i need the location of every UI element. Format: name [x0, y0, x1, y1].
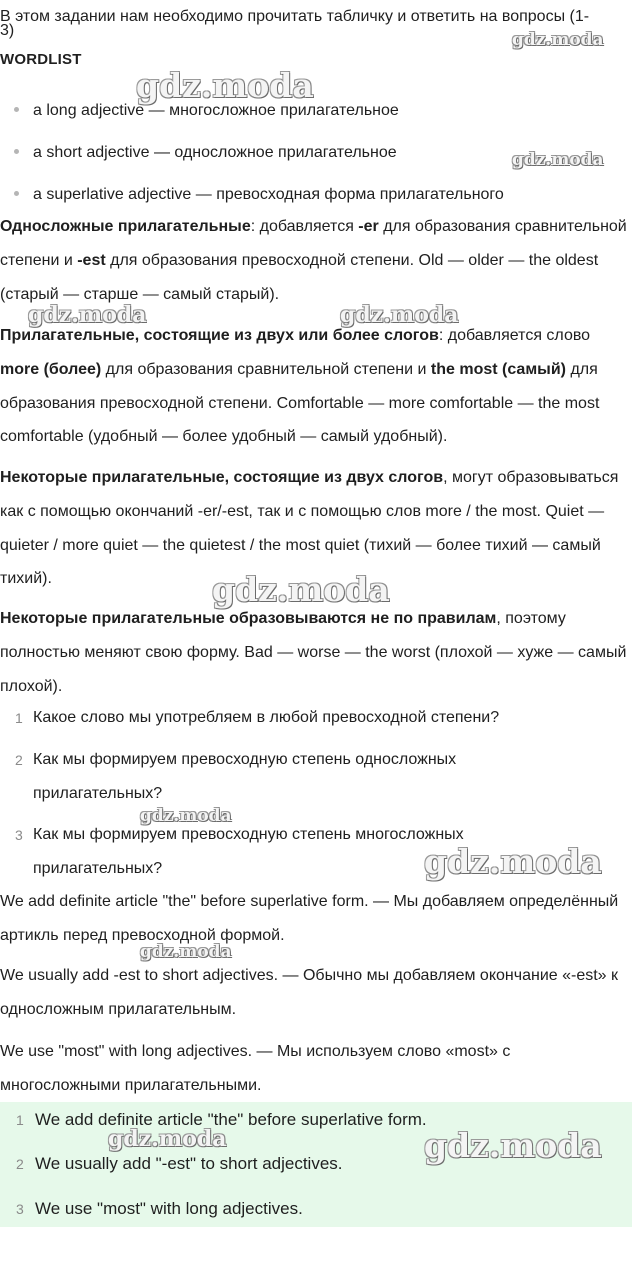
- rule-term: Некоторые прилагательные образовываются не по правилам: [0, 610, 497, 627]
- wordlist-item-text: a long adjective — многосложное прилагательное: [33, 102, 399, 119]
- watermark-logo: gdz.moda: [340, 302, 459, 328]
- rule-keyword: more (более): [0, 360, 102, 378]
- intro-text-cutoff: 3): [0, 22, 15, 39]
- final-answer-text: We add definite article "the" before superlative form.: [35, 1110, 427, 1129]
- rule-text: для образования превосходной степени. Old — older — the oldest (старый — старше — самый старый).: [0, 251, 599, 303]
- rule-suffix: -est: [77, 251, 106, 269]
- watermark-logo: gdz.moda: [108, 1126, 227, 1152]
- rule-text: , могут образовываться как с помощью окончаний -er/-est, так и с помощью слов more / the most. Quiet — quieter / more quiet — the quietest / the most quiet (тихий — более тихий — самый тихий).: [0, 469, 619, 588]
- rule-text: для образования превосходной степени. Comfortable — more comfortable — the most comfortable (удобный — более удобный — самый удобный).: [0, 360, 600, 446]
- final-answer-text: We use "most" with long adjectives.: [35, 1199, 303, 1218]
- wordlist-item-text: a short adjective — односложное прилагательное: [33, 144, 397, 161]
- rule-term: Прилагательные, состоящие из двух или более слогов: [0, 327, 439, 344]
- watermark-logo: gdz.moda: [424, 842, 602, 881]
- final-answer-item: [0, 1108, 632, 1132]
- bullet-icon: [14, 191, 19, 196]
- rule-text: : добавляется слово: [438, 327, 591, 344]
- final-answers-box: [0, 1102, 632, 1227]
- rule-paragraph-irregular: [0, 602, 632, 703]
- question-number: 3: [15, 827, 23, 843]
- question-text: Как мы формируем превосходную степень многосложных прилагательных?: [33, 826, 464, 877]
- wordlist-item-text: a superlative adjective — превосходная форма прилагательного: [33, 186, 504, 203]
- question-number: 1: [15, 710, 23, 726]
- rule-suffix: -er: [358, 218, 379, 235]
- watermark-logo: gdz.moda: [28, 302, 147, 328]
- wordlist-item: [14, 100, 399, 122]
- wordlist-item: [14, 184, 504, 206]
- watermark-logo: gdz.moda: [136, 66, 314, 105]
- watermark-logo: gdz.moda: [212, 570, 390, 609]
- rule-text: : добавляется: [250, 218, 359, 235]
- intro-text: В этом задании нам необходимо прочитать табличку и ответить на вопросы (1-: [0, 8, 590, 25]
- final-answer-number: 1: [16, 1112, 24, 1128]
- rule-text: для образования сравнительной степени и: [101, 360, 431, 378]
- rule-text: , поэтому полностью меняют свою форму. Bad — worse — the worst (плохой — хуже — самый плохой).: [0, 610, 627, 695]
- bullet-icon: [14, 107, 19, 112]
- wordlist-item: [14, 142, 397, 164]
- rule-paragraph-two-syllable: [0, 461, 632, 596]
- watermark-logo: gdz.moda: [424, 1126, 602, 1165]
- final-answer-number: 2: [16, 1156, 24, 1172]
- final-answer-item: [0, 1152, 632, 1176]
- final-answer-item: [0, 1197, 632, 1221]
- rule-term: Односложные прилагательные: [0, 218, 251, 235]
- answer-paragraph: We use "most" with long adjectives. — Мы используем слово «most» с многосложными прилагательными.: [0, 1043, 511, 1094]
- rule-paragraph-short-adjectives: [0, 210, 632, 311]
- final-answer-number: 3: [16, 1201, 24, 1217]
- watermark-logo: gdz.moda: [140, 942, 232, 962]
- wordlist-heading: WORDLIST: [0, 51, 82, 68]
- rule-term: Некоторые прилагательные, состоящие из двух слогов: [0, 469, 444, 486]
- watermark-logo: gdz.moda: [512, 30, 604, 50]
- bullet-icon: [14, 149, 19, 154]
- rule-keyword: the most (самый): [430, 360, 566, 378]
- rule-paragraph-long-adjectives: [0, 319, 632, 454]
- question-text: Какое слово мы употребляем в любой превосходной степени?: [33, 709, 500, 726]
- answer-paragraph: We add definite article "the" before superlative form. — Мы добавляем определённый артикль перед превосходной формой.: [0, 893, 619, 944]
- answer-paragraph: We usually add -est to short adjectives. — Обычно мы добавляем окончание «-est» к односложным прилагательным.: [0, 967, 619, 1018]
- question-number: 2: [15, 752, 23, 768]
- rule-text: для образования сравнительной степени и: [0, 218, 627, 269]
- question-text: Как мы формируем превосходную степень односложных прилагательных?: [33, 751, 457, 802]
- watermark-logo: gdz.moda: [140, 806, 232, 826]
- final-answer-text: We usually add "-est" to short adjectives.: [35, 1154, 343, 1173]
- watermark-logo: gdz.moda: [512, 150, 604, 170]
